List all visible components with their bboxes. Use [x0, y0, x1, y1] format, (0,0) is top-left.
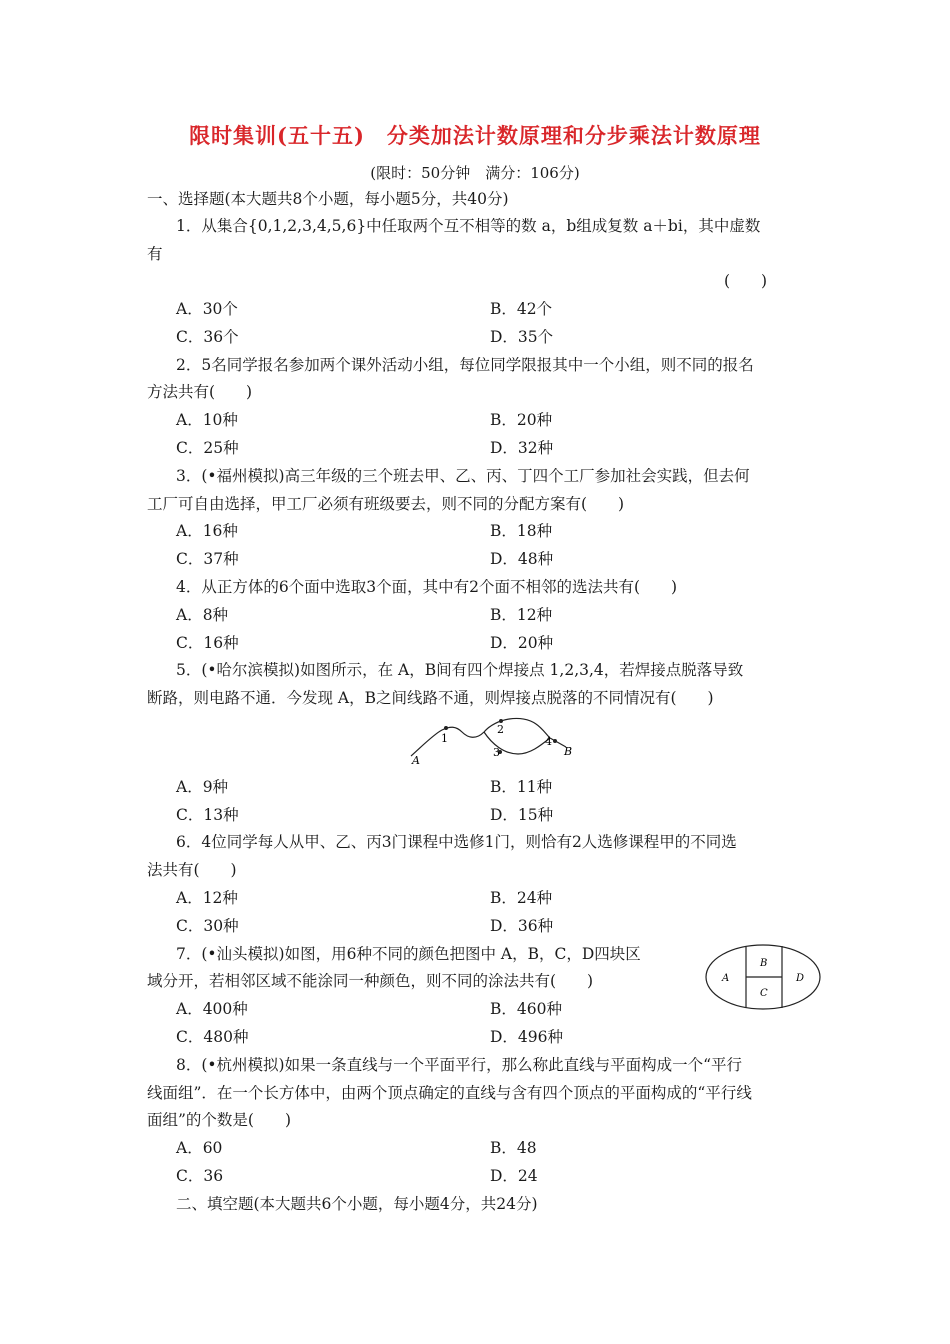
q7-option-a: A．400种: [176, 1000, 248, 1018]
label-1: 1: [441, 732, 448, 745]
q2-option-d: D．32种: [490, 439, 554, 457]
q6-stem-line1: 6．4位同学每人从甲、乙、丙3门课程中选修1门，则恰有2人选修课程甲的不同选: [176, 833, 737, 851]
section-heading-choice: 一、选择题(本大题共8个小题，每小题5分，共40分): [147, 190, 509, 208]
q2-option-b: B．20种: [490, 411, 553, 429]
q5-stem-line1: 5．(•哈尔滨模拟)如图所示，在 A，B间有四个焊接点 1,2,3,4，若焊接点脱落导致: [176, 661, 744, 679]
q8-option-b: B．48: [490, 1139, 537, 1157]
label-a: A: [412, 754, 420, 767]
q6-option-b: B．24种: [490, 889, 553, 907]
circuit-diagram: [404, 714, 584, 770]
q7-stem-line2: 域分开，若相邻区域不能涂同一种颜色，则不同的涂法共有( ): [147, 972, 594, 990]
page-title: 限时集训(五十五) 分类加法计数原理和分步乘法计数原理: [189, 123, 761, 148]
weld-point-4: [553, 739, 557, 743]
q5-option-b: B．11种: [490, 778, 553, 796]
page-subtitle: (限时：50分钟 满分：106分): [370, 164, 580, 182]
label-b: B: [564, 745, 573, 758]
q8-stem-line2: 线面组”．在一个长方体中，由两个顶点确定的直线与含有四个顶点的平面构成的“平行线: [147, 1084, 752, 1102]
q2-option-c: C．25种: [176, 439, 239, 457]
q2-stem-line1: 2．5名同学报名参加两个课外活动小组，每位同学限报其中一个小组，则不同的报名: [176, 356, 754, 374]
q3-stem-line1: 3．(•福州模拟)高三年级的三个班去甲、乙、丙、丁四个工厂参加社会实践，但去何: [176, 467, 750, 485]
q7-option-b: B．460种: [490, 1000, 562, 1018]
q3-option-d: D．48种: [490, 550, 554, 568]
q7-option-c: C．480种: [176, 1028, 249, 1046]
q3-stem-line2: 工厂可自由选择，甲工厂必须有班级要去，则不同的分配方案有( ): [147, 495, 625, 513]
q6-option-c: C．30种: [176, 917, 239, 935]
q1-option-d: D．35个: [490, 328, 554, 346]
q1-stem-line2: 有: [147, 245, 163, 263]
q6-option-a: A．12种: [176, 889, 238, 907]
q8-option-a: A．60: [176, 1139, 223, 1157]
q5-option-c: C．13种: [176, 806, 239, 824]
q1-stem-line1: 1．从集合{0,1,2,3,4,5,6}中任取两个互不相等的数 a，b组成复数 a＋bi，其中虚数: [176, 217, 761, 235]
q4-option-b: B．12种: [490, 606, 553, 624]
q7-stem-line1: 7．(•汕头模拟)如图，用6种不同的颜色把图中 A，B，C，D四块区: [176, 945, 641, 963]
q8-stem-line1: 8．(•杭州模拟)如果一条直线与一个平面平行，那么称此直线与平面构成一个“平行: [176, 1056, 743, 1074]
q4-stem-line1: 4．从正方体的6个面中选取3个面，其中有2个面不相邻的选法共有( ): [176, 578, 678, 596]
region-b-label: B: [760, 958, 768, 969]
q5-option-d: D．15种: [490, 806, 554, 824]
q3-option-a: A．16种: [176, 522, 238, 540]
region-diagram: [704, 943, 822, 1011]
label-2: 2: [497, 723, 504, 736]
q1-option-a: A．30个: [176, 300, 238, 318]
section-heading-fill: 二、填空题(本大题共6个小题，每小题4分，共24分): [176, 1195, 538, 1213]
q5-stem-line2: 断路，则电路不通．今发现 A，B之间线路不通，则焊接点脱落的不同情况有( ): [147, 689, 714, 707]
q1-option-c: C．36个: [176, 328, 239, 346]
q2-stem-line2: 方法共有( ): [147, 383, 253, 401]
region-a-label: A: [722, 973, 730, 984]
q4-option-c: C．16种: [176, 634, 239, 652]
region-d-label: D: [796, 973, 805, 984]
q8-option-c: C．36: [176, 1167, 224, 1185]
weld-point-1: [444, 726, 448, 730]
q4-option-a: A．8种: [176, 606, 229, 624]
q4-option-d: D．20种: [490, 634, 554, 652]
label-3: 3: [493, 746, 500, 759]
q5-option-a: A．9种: [176, 778, 229, 796]
q8-stem-line3: 面组”的个数是( ): [147, 1111, 292, 1129]
q6-stem-line2: 法共有( ): [147, 861, 237, 879]
q6-option-d: D．36种: [490, 917, 554, 935]
q2-option-a: A．10种: [176, 411, 238, 429]
label-4: 4: [545, 735, 552, 748]
region-c-label: C: [760, 988, 768, 999]
q3-option-b: B．18种: [490, 522, 553, 540]
q3-option-c: C．37种: [176, 550, 239, 568]
q1-answer-bracket: ( ): [724, 272, 768, 290]
q7-option-d: D．496种: [490, 1028, 564, 1046]
q8-option-d: D．24: [490, 1167, 538, 1185]
q1-option-b: B．42个: [490, 300, 553, 318]
